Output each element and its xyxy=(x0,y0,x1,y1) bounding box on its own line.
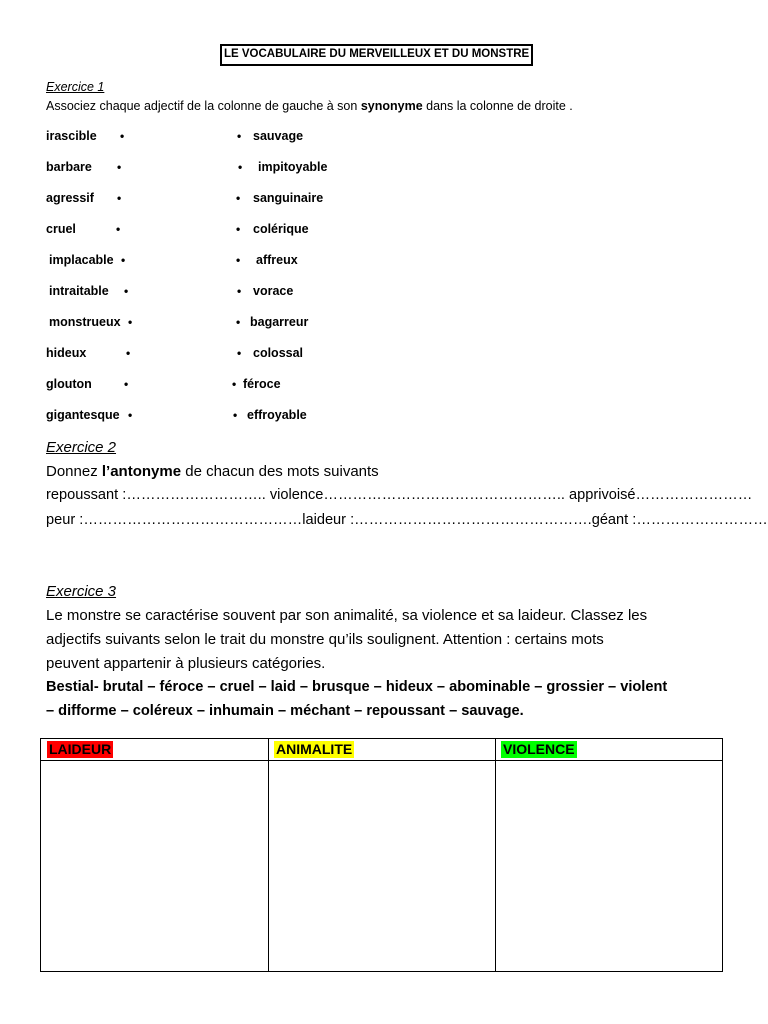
antonym-line-1: repoussant :……………………….. violence………………………………………….. apprivoisé…………………… xyxy=(46,487,753,503)
left-bullet: • xyxy=(128,408,133,422)
exercise3-title: Exercice 3 xyxy=(46,583,117,600)
right-synonym: affreux xyxy=(256,253,298,267)
left-bullet: • xyxy=(120,129,125,143)
cell-laideur[interactable] xyxy=(41,761,268,971)
right-synonym: colérique xyxy=(253,222,309,236)
right-synonym: sauvage xyxy=(253,129,304,143)
left-bullet: • xyxy=(117,191,122,205)
header-animalite: ANIMALITE xyxy=(276,741,353,757)
exercise1-instruction xyxy=(46,99,573,113)
left-bullet: • xyxy=(121,253,126,267)
classification-table xyxy=(40,738,723,972)
left-adjective: barbare xyxy=(46,160,92,174)
right-bullet: • xyxy=(232,377,237,391)
left-adjective: agressif xyxy=(46,191,94,205)
left-adjective: intraitable xyxy=(49,284,109,298)
right-bullet: • xyxy=(238,160,243,174)
right-synonym: impitoyable xyxy=(258,160,328,174)
page-title: LE VOCABULAIRE DU MERVEILLEUX ET DU MONSTRE xyxy=(220,44,533,66)
header-laideur: LAIDEUR xyxy=(49,741,112,757)
left-adjective: cruel xyxy=(46,222,76,236)
left-adjective: irascible xyxy=(46,129,97,143)
left-adjective: glouton xyxy=(46,377,92,391)
left-bullet: • xyxy=(124,284,129,298)
exercise3-words-2: – difforme – coléreux – inhumain – méchant – repoussant – sauvage. xyxy=(46,703,524,719)
right-bullet: • xyxy=(236,315,241,329)
left-adjective: monstrueux xyxy=(49,315,121,329)
instruction-text: Associez chaque adjectif de la colonne de gauche à son xyxy=(46,99,361,113)
right-bullet: • xyxy=(236,253,241,267)
exercise3-text-3: peuvent appartenir à plusieurs catégories. xyxy=(46,655,326,672)
left-bullet: • xyxy=(124,377,129,391)
right-synonym: bagarreur xyxy=(250,315,309,329)
exercise2-title: Exercice 2 xyxy=(46,439,117,456)
right-synonym: colossal xyxy=(253,346,304,360)
exercise3-text-1: Le monstre se caractérise souvent par son animalité, sa violence et sa laideur. Classez les xyxy=(46,607,648,624)
exercise1-title: Exercice 1 xyxy=(46,80,105,94)
exercise2-instruction xyxy=(46,463,379,480)
right-synonym: effroyable xyxy=(247,408,307,422)
exercise3-words-1: Bestial- brutal – féroce – cruel – laid – brusque – hideux – abominable – grossier – violent xyxy=(46,679,668,695)
instruction-bold: synonyme xyxy=(360,99,423,113)
header-violence: VIOLENCE xyxy=(503,741,575,757)
left-bullet: • xyxy=(116,222,121,236)
right-bullet: • xyxy=(236,222,241,236)
right-bullet: • xyxy=(237,346,242,360)
right-synonym: féroce xyxy=(243,377,281,391)
instruction-text: Donnez xyxy=(46,463,102,480)
antonym-line-2: peur :………………………………………laideur :………………………………………….géant :……………………… xyxy=(46,512,768,528)
left-bullet: • xyxy=(128,315,133,329)
instruction-bold: l’antonyme xyxy=(101,463,182,480)
exercise3-text-2: adjectifs suivants selon le trait du monstre qu’ils soulignent. Attention : certains mots xyxy=(46,631,604,648)
left-adjective: gigantesque xyxy=(46,408,120,422)
right-bullet: • xyxy=(237,129,242,143)
cell-violence[interactable] xyxy=(496,761,722,971)
right-synonym: sanguinaire xyxy=(253,191,324,205)
cell-animalite[interactable] xyxy=(269,761,495,971)
left-adjective: hideux xyxy=(46,346,87,360)
left-adjective: implacable xyxy=(49,253,114,267)
right-bullet: • xyxy=(237,284,242,298)
left-bullet: • xyxy=(126,346,131,360)
instruction-text: de chacun des mots suivants xyxy=(181,463,379,480)
right-synonym: vorace xyxy=(253,284,294,298)
left-bullet: • xyxy=(117,160,122,174)
right-bullet: • xyxy=(236,191,241,205)
right-bullet: • xyxy=(233,408,238,422)
instruction-text: dans la colonne de droite . xyxy=(422,99,573,113)
